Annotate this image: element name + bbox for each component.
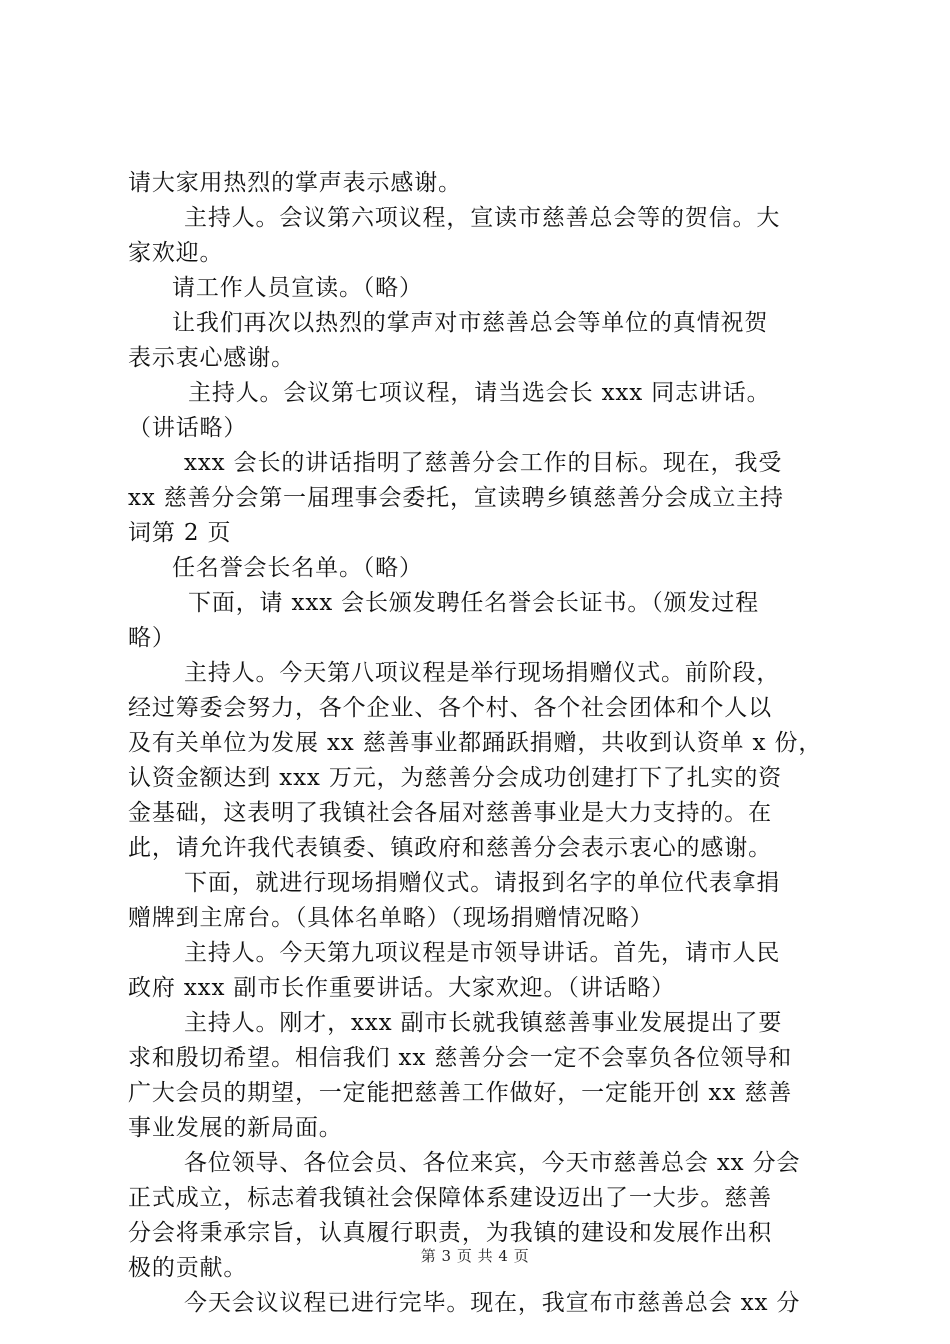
text-line: 略） [128,625,176,651]
text-line: 此，请允许我代表镇委、镇政府和慈善分会表示衷心的感谢。 [128,835,772,861]
text-line: 经过筹委会努力，各个企业、各个村、各个社会团体和个人以 [128,695,772,721]
text-line: 主持人。会议第六项议程，宣读市慈善总会等的贺信。大 [184,205,781,231]
text-line: 极的贡献。 [128,1255,248,1281]
text-line: 各位领导、各位会员、各位来宾，今天市慈善总会 xx 分会 [184,1150,801,1176]
text-line: 词第 2 页 [128,520,232,546]
text-line: 事业发展的新局面。 [128,1115,343,1141]
text-line: 下面，就进行现场捐赠仪式。请报到名字的单位代表拿捐 [184,870,781,896]
text-line: 主持人。会议第七项议程，请当选会长 xxx 同志讲话。 [188,380,771,406]
text-line: 正式成立，标志着我镇社会保障体系建设迈出了一大步。慈善 [128,1185,772,1211]
text-line: 分会将秉承宗旨，认真履行职责，为我镇的建设和发展作出积 [128,1220,772,1246]
text-line: xx 慈善分会第一届理事会委托，宣读聘乡镇慈善分会成立主持 [128,485,784,511]
text-line: 及有关单位为发展 xx 慈善事业都踊跃捐赠，共收到认资单 x 份， [128,730,823,756]
text-line: 主持人。刚才，xxx 副市长就我镇慈善事业发展提出了要 [184,1010,783,1036]
text-line: 今天会议议程已进行完毕。现在，我宣布市慈善总会 xx 分 [184,1290,801,1316]
text-line: 表示衷心感谢。 [128,345,295,371]
text-line: xxx 会长的讲话指明了慈善分会工作的目标。现在，我受 [184,450,783,476]
text-line: 请工作人员宣读。（略） [172,275,423,301]
text-line: 让我们再次以热烈的掌声对市慈善总会等单位的真情祝贺 [172,310,769,336]
text-line: 政府 xxx 副市长作重要讲话。大家欢迎。（讲话略） [128,975,676,1001]
text-line: 认资金额达到 xxx 万元，为慈善分会成功创建打下了扎实的资 [128,765,783,791]
text-line: 家欢迎。 [128,240,224,266]
text-line: 主持人。今天第八项议程是举行现场捐赠仪式。前阶段， [184,660,781,686]
text-line: 下面，请 xxx 会长颁发聘任名誉会长证书。（颁发过程 [188,590,759,616]
text-line: 主持人。今天第九项议程是市领导讲话。首先，请市人民 [184,940,781,966]
page-footer: 第 3 页 共 4 页 [420,1247,530,1265]
text-line: 任名誉会长名单。（略） [172,555,423,581]
text-line: 请大家用热烈的掌声表示感谢。 [128,170,462,196]
text-line: 求和殷切希望。相信我们 xx 慈善分会一定不会辜负各位领导和 [128,1045,793,1071]
text-line: 金基础，这表明了我镇社会各届对慈善事业是大力支持的。在 [128,800,772,826]
document-body [128,166,828,1321]
text-line: 赠牌到主席台。（具体名单略）（现场捐赠情况略） [128,905,654,931]
text-line: （讲话略） [128,415,248,441]
text-line: 广大会员的期望，一定能把慈善工作做好，一定能开创 xx 慈善 [128,1080,793,1106]
